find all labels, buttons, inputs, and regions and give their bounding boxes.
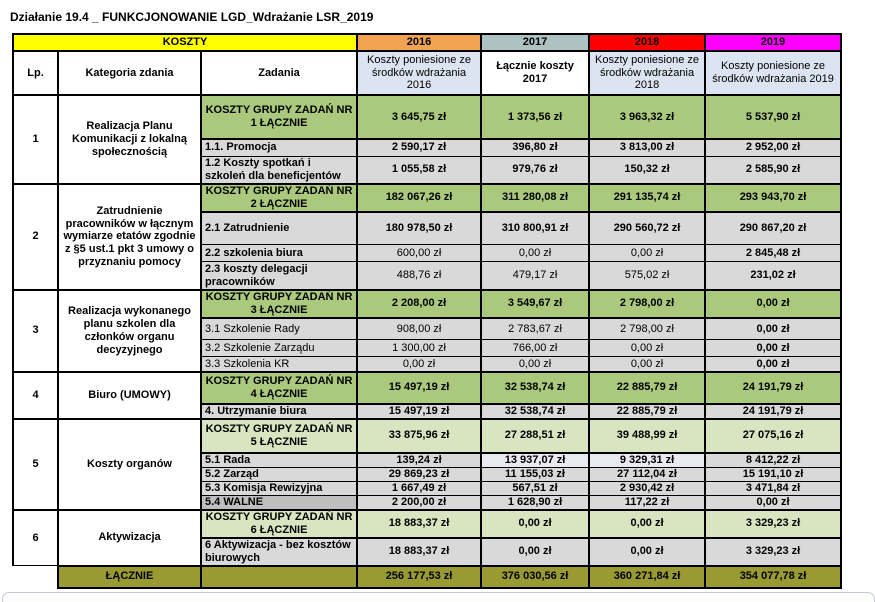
value-cell: 291 135,74 zł [589, 184, 705, 212]
value-cell: 3 963,32 zł [589, 95, 705, 139]
value-cell: 0,00 zł [705, 318, 841, 340]
lp-cell: 4 [13, 372, 58, 419]
value-cell: 13 937,07 zł [481, 453, 589, 467]
task-cell: 2.3 koszty delegacji pracowników [201, 262, 357, 290]
value-cell: 11 155,03 zł [481, 467, 589, 481]
value-cell: 3 329,23 zł [705, 510, 841, 538]
task-cell: KOSZTY GRUPY ZADAŃ NR 2 ŁĄCZNIE [201, 184, 357, 212]
value-cell: 27 288,51 zł [481, 419, 589, 453]
value-cell: 0,00 zł [589, 340, 705, 357]
value-cell: 766,00 zł [481, 340, 589, 357]
year-header-2016: 2016 [357, 34, 481, 51]
total-value-cell: 360 271,84 zł [589, 566, 705, 588]
value-cell: 567,51 zł [481, 481, 589, 495]
value-cell: 290 867,20 zł [705, 212, 841, 245]
lp-cell: 1 [13, 95, 58, 184]
category-cell: Realizacja Planu Komunikacji z lokalną społecznością [58, 95, 201, 184]
value-cell: 0,00 zł [589, 357, 705, 372]
value-cell: 1 667,49 zł [357, 481, 481, 495]
task-cell: 3.3 Szkolenia KR [201, 357, 357, 372]
subheader-2017: Łącznie koszty 2017 [481, 51, 589, 95]
group-total-row [13, 290, 841, 318]
grand-total-label: ŁĄCZNIE [58, 566, 201, 588]
value-cell: 231,02 zł [705, 262, 841, 290]
value-cell: 3 645,75 zł [357, 95, 481, 139]
value-cell: 150,32 zł [589, 156, 705, 184]
value-cell: 1 373,56 zł [481, 95, 589, 139]
value-cell: 18 883,37 zł [357, 538, 481, 566]
value-cell: 290 560,72 zł [589, 212, 705, 245]
group-total-row [13, 184, 841, 212]
value-cell: 182 067,26 zł [357, 184, 481, 212]
year-header-2018: 2018 [589, 34, 705, 51]
year-header-2019: 2019 [705, 34, 841, 51]
value-cell: 0,00 zł [705, 340, 841, 357]
group-total-row [13, 510, 841, 538]
value-cell: 1 300,00 zł [357, 340, 481, 357]
value-cell: 139,24 zł [357, 453, 481, 467]
lp-cell: 2 [13, 184, 58, 290]
task-cell: 3.1 Szkolenie Rady [201, 318, 357, 340]
value-cell: 3 471,84 zł [705, 481, 841, 495]
value-cell: 600,00 zł [357, 245, 481, 262]
value-cell: 311 280,08 zł [481, 184, 589, 212]
value-cell: 1 055,58 zł [357, 156, 481, 184]
subheader-2019: Koszty poniesione ze środków wdrażania 2019 [705, 51, 841, 95]
task-cell: 5.3 Komisja Rewizyjna [201, 481, 357, 495]
page-title: Działanie 19.4 _ FUNKCJONOWANIE LGD_Wdrażanie LSR_2019 [10, 10, 374, 24]
category-cell: Aktywizacja [58, 510, 201, 566]
koszty-banner: KOSZTY [13, 34, 357, 51]
value-cell: 117,22 zł [589, 495, 705, 509]
category-cell: Realizacja wykonanego planu szkolen dla członków organu decyzyjnego [58, 290, 201, 372]
costs-table [12, 33, 842, 589]
category-cell: Biuro (UMOWY) [58, 372, 201, 419]
value-cell: 39 488,99 zł [589, 419, 705, 453]
task-cell: KOSZTY GRUPY ZADAŃ NR 4 ŁĄCZNIE [201, 372, 357, 404]
value-cell: 0,00 zł [705, 357, 841, 372]
subheader-2016: Koszty poniesione ze środków wdrażania 2016 [357, 51, 481, 95]
task-header: Zadania [201, 51, 357, 95]
group-total-row [13, 372, 841, 404]
value-cell: 0,00 zł [481, 357, 589, 372]
value-cell: 0,00 zł [589, 538, 705, 566]
task-cell: KOSZTY GRUPY ZADAŃ NR 6 ŁĄCZNIE [201, 510, 357, 538]
value-cell: 3 549,67 zł [481, 290, 589, 318]
value-cell: 0,00 zł [705, 290, 841, 318]
value-cell: 15 191,10 zł [705, 467, 841, 481]
value-cell: 0,00 zł [481, 538, 589, 566]
lp-header: Lp. [13, 51, 58, 95]
lp-cell: 6 [13, 510, 58, 566]
total-value-cell: 354 077,78 zł [705, 566, 841, 588]
value-cell: 15 497,19 zł [357, 404, 481, 419]
value-cell: 0,00 zł [589, 510, 705, 538]
value-cell: 18 883,37 zł [357, 510, 481, 538]
task-cell: 5.4 WALNE [201, 495, 357, 509]
value-cell: 488,76 zł [357, 262, 481, 290]
value-cell: 1 628,90 zł [481, 495, 589, 509]
value-cell: 27 112,04 zł [589, 467, 705, 481]
value-cell: 0,00 zł [481, 245, 589, 262]
value-cell: 2 590,17 zł [357, 139, 481, 156]
value-cell: 908,00 zł [357, 318, 481, 340]
value-cell: 32 538,74 zł [481, 404, 589, 419]
task-cell: 3.2 Szkolenie Zarządu [201, 340, 357, 357]
value-cell: 0,00 zł [589, 245, 705, 262]
value-cell: 979,76 zł [481, 156, 589, 184]
task-cell: 5.1 Rada [201, 453, 357, 467]
value-cell: 9 329,31 zł [589, 453, 705, 467]
task-cell: 6 Aktywizacja - bez kosztów biurowych [201, 538, 357, 566]
value-cell: 0,00 zł [357, 357, 481, 372]
subheader-2018: Koszty poniesione ze środków wdrażania 2018 [589, 51, 705, 95]
task-cell: 1.2 Koszty spotkań i szkoleń dla beneficjentów [201, 156, 357, 184]
task-cell: KOSZTY GRUPY ZADAŃ NR 1 ŁĄCZNIE [201, 95, 357, 139]
task-cell: KOSZTY GRUPY ZADAŃ NR 3 ŁĄCZNIE [201, 290, 357, 318]
value-cell: 2 798,00 zł [589, 290, 705, 318]
group-total-row [13, 419, 841, 453]
value-cell: 2 585,90 zł [705, 156, 841, 184]
value-cell: 0,00 zł [481, 510, 589, 538]
year-banner-row [13, 34, 841, 51]
value-cell: 2 930,42 zł [589, 481, 705, 495]
total-value-cell: 256 177,53 zł [357, 566, 481, 588]
value-cell: 22 885,79 zł [589, 404, 705, 419]
value-cell: 293 943,70 zł [705, 184, 841, 212]
value-cell: 24 191,79 zł [705, 404, 841, 419]
value-cell: 575,02 zł [589, 262, 705, 290]
value-cell: 0,00 zł [705, 495, 841, 509]
value-cell: 24 191,79 zł [705, 372, 841, 404]
task-cell: 1.1. Promocja [201, 139, 357, 156]
value-cell: 5 537,90 zł [705, 95, 841, 139]
value-cell: 310 800,91 zł [481, 212, 589, 245]
lp-cell: 3 [13, 290, 58, 372]
value-cell: 3 813,00 zł [589, 139, 705, 156]
panel-top-edge [2, 592, 875, 602]
task-cell: 2.1 Zatrudnienie [201, 212, 357, 245]
category-header: Kategoria zdania [58, 51, 201, 95]
category-cell: Koszty organów [58, 419, 201, 510]
value-cell: 396,80 zł [481, 139, 589, 156]
task-cell: 4. Utrzymanie biura [201, 404, 357, 419]
task-cell: 5.2 Zarząd [201, 467, 357, 481]
value-cell: 33 875,96 zł [357, 419, 481, 453]
value-cell: 15 497,19 zł [357, 372, 481, 404]
value-cell: 32 538,74 zł [481, 372, 589, 404]
lp-cell: 5 [13, 419, 58, 510]
value-cell: 2 952,00 zł [705, 139, 841, 156]
total-value-cell: 376 030,56 zł [481, 566, 589, 588]
value-cell: 29 869,23 zł [357, 467, 481, 481]
year-header-2017: 2017 [481, 34, 589, 51]
value-cell: 180 978,50 zł [357, 212, 481, 245]
value-cell: 479,17 zł [481, 262, 589, 290]
value-cell: 2 798,00 zł [589, 318, 705, 340]
value-cell: 2 200,00 zł [357, 495, 481, 509]
value-cell: 2 208,00 zł [357, 290, 481, 318]
value-cell: 2 783,67 zł [481, 318, 589, 340]
column-header-row [13, 51, 841, 95]
value-cell: 22 885,79 zł [589, 372, 705, 404]
value-cell: 8 412,22 zł [705, 453, 841, 467]
task-cell: KOSZTY GRUPY ZADAŃ NR 5 ŁĄCZNIE [201, 419, 357, 453]
group-total-row [13, 95, 841, 139]
value-cell: 3 329,23 zł [705, 538, 841, 566]
category-cell: Zatrudnienie pracowników w łącznym wymiarze etatów zgodnie z §5 ust.1 pkt 3 umowy o przyznaniu pomocy [58, 184, 201, 290]
value-cell: 2 845,48 zł [705, 245, 841, 262]
value-cell: 27 075,16 zł [705, 419, 841, 453]
task-cell: 2.2 szkolenia biura [201, 245, 357, 262]
